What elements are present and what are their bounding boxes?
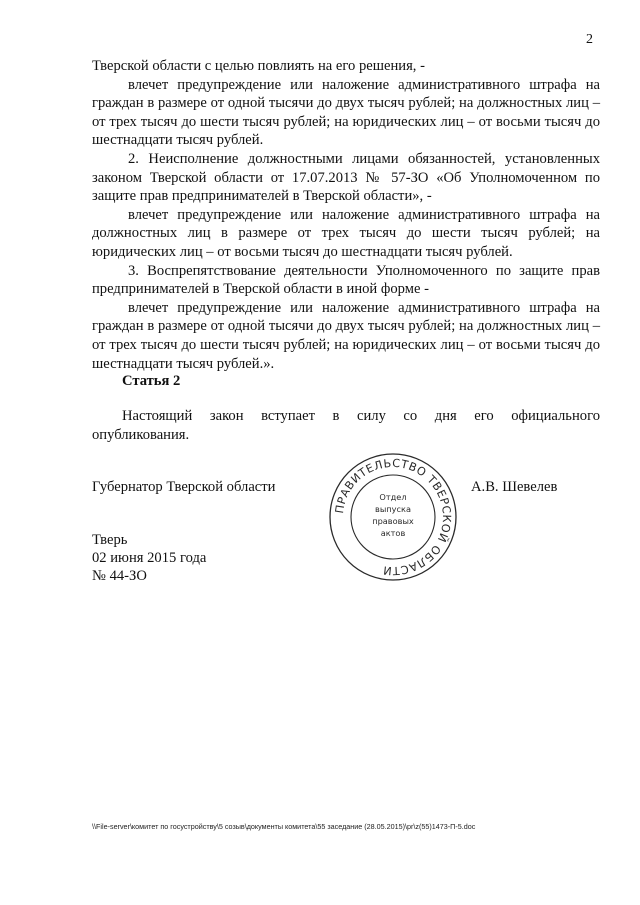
article-heading: Статья 2: [122, 373, 181, 389]
effective-clause: [92, 407, 600, 445]
effective-clause-line-2: опубликования.: [92, 427, 190, 443]
seal-center-line-3: правовых: [372, 516, 414, 526]
paragraph-5: влечет предупреждение или наложение административного штрафа на граждан в размере от одной тысячи до двух тысяч рублей; на должностных лиц – от трех тысяч до шести тысяч рублей; на юридических лиц – от восьми тысяч до шестнадцати тысяч рублей.».: [92, 299, 600, 372]
official-seal: [326, 450, 460, 584]
seal-center-line-1: Отдел: [379, 492, 407, 502]
signatory-name: А.В. Шевелев: [471, 479, 558, 495]
signatory-title: Губернатор Тверской области: [92, 479, 276, 495]
seal-ring-text: ПРАВИТЕЛЬСТВО ТВЕРСКОЙ ОБЛАСТИ: [333, 456, 454, 578]
footer-file-path: \\File-server\комитет по госустройству\5 созыв\документы комитета\55 заседание (28.05.2015)\pr\z(55)1473-П-5.doc: [92, 822, 476, 831]
paragraph-0: Тверской области с целью повлиять на его решения, -: [92, 58, 425, 74]
seal-center-line-2: выпуска: [375, 504, 411, 514]
effective-clause-line-1: Настоящий закон вступает в силу со дня его официального: [122, 408, 600, 424]
place: Тверь: [92, 532, 128, 548]
body-text: [92, 57, 600, 373]
signing-date: 02 июня 2015 года: [92, 550, 207, 566]
page-number: 2: [586, 32, 593, 47]
paragraph-1: влечет предупреждение или наложение административного штрафа на граждан в размере от одной тысячи до двух тысяч рублей; на должностных лиц – от трех тысяч до шести тысяч рублей; на юридических лиц – от восьми тысяч до шестнадцати тысяч рублей.: [92, 76, 600, 149]
law-number: № 44-ЗО: [92, 568, 147, 584]
paragraph-3: влечет предупреждение или наложение административного штрафа на должностных лиц в размере от трех тысяч до шести тысяч рублей; на юридических лиц – от восьми тысяч до шестнадцати тысяч рублей.: [92, 206, 600, 260]
paragraph-4: 3. Воспрепятствование деятельности Уполномоченного по защите прав предпринимателей в Тверской области в иной форме -: [92, 262, 600, 298]
seal-center-line-4: актов: [380, 528, 406, 538]
paragraph-2: 2. Неисполнение должностными лицами обязанностей, установленных законом Тверской области от 17.07.2013 № 57-ЗО «Об Уполномоченном по защите прав предпринимателей в Тверской области», -: [92, 150, 600, 205]
